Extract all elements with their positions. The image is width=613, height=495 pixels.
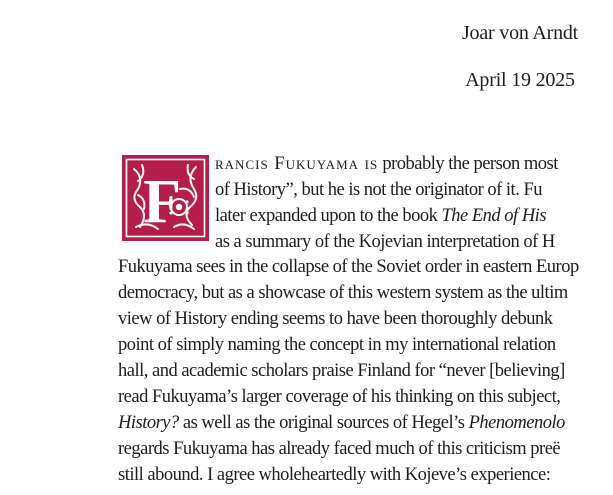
- text-line: [118, 332, 556, 358]
- text-line: [118, 254, 579, 280]
- book-title: Phenomenolo: [468, 413, 565, 433]
- ornate-initial-icon: [122, 155, 209, 241]
- line-text: still abound. I agree wholeheartedly with Kojeve’s experience:: [118, 465, 551, 485]
- text-line: [215, 203, 546, 229]
- line-text: as well as the original sources of Hegel’s: [178, 413, 469, 433]
- drop-cap-initial-f: [122, 155, 209, 241]
- line-text: later expanded upon to the book: [215, 206, 442, 226]
- smallcaps-opening: rancis Fukuyama is: [215, 154, 379, 174]
- text-line: [118, 384, 560, 410]
- text-line: [118, 436, 560, 462]
- line-text: as a summary of the Kojevian interpretation of H: [215, 232, 555, 252]
- text-line: [215, 177, 542, 203]
- text-line: [215, 229, 555, 255]
- line-text: democracy, but as a showcase of this western system as the ultim: [118, 283, 568, 303]
- line-text: read Fukuyama’s larger coverage of his thinking on this subject,: [118, 387, 561, 407]
- text-line: [118, 306, 552, 332]
- line-text: regards Fukuyama has already faced much of this criticism preë: [118, 439, 561, 459]
- text-line: [118, 410, 565, 436]
- text-line: [215, 151, 558, 177]
- line-text: hall, and academic scholars praise Finland for “never [believing]: [118, 361, 565, 381]
- text-line: [118, 462, 550, 488]
- text-line: [118, 358, 565, 384]
- book-title: The End of His: [441, 206, 547, 226]
- line-text: probably the person most: [378, 154, 558, 174]
- line-text: view of History ending seems to have been thoroughly debunk: [118, 309, 553, 329]
- text-line: [118, 280, 568, 306]
- author-name: Joar von Arndt: [461, 22, 579, 44]
- document-date: April 19 2025: [465, 69, 575, 91]
- book-title: History?: [118, 413, 179, 433]
- line-text: point of simply naming the concept in my international relation: [118, 335, 556, 355]
- svg-text:F: F: [143, 168, 181, 236]
- line-text: Fukuyama sees in the collapse of the Soviet order in eastern Europ: [118, 257, 579, 277]
- line-text: of History”, but he is not the originator of it. Fu: [215, 180, 542, 200]
